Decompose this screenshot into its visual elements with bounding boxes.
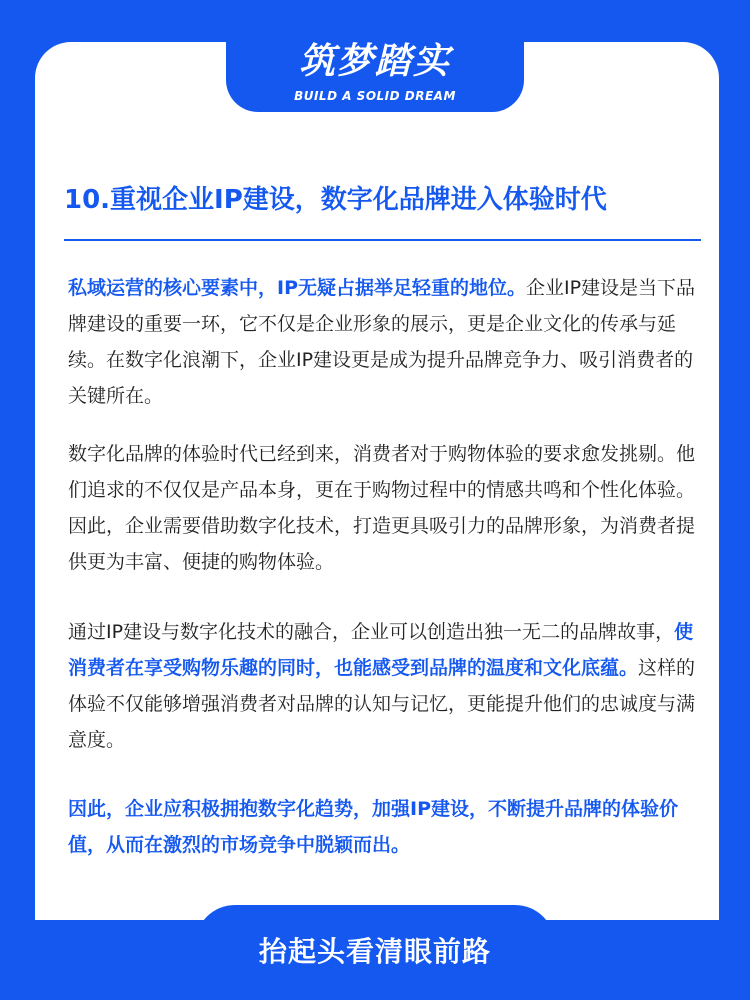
paragraph-1-text: 企业IP建设是当下品牌建设的重要一环，它不仅是企业形象的展示，更是企业文化的传承与延续。在数字化浪潮下，企业IP建设更是成为提升品牌竞争力、吸引消费者的关键所在。 (68, 277, 696, 407)
paragraph-3 (68, 614, 698, 758)
paragraph-3-text-a: 通过IP建设与数字化技术的融合，企业可以创造出独一无二的品牌故事， (68, 621, 675, 643)
footer-slogan: 抬起头看清眼前路 (258, 935, 491, 968)
paragraph-1-highlight: 私域运营的核心要素中，IP无疑占据举足轻重的地位。 (68, 277, 526, 299)
brand-title: 筑梦踏实 (298, 41, 451, 82)
paragraph-3-highlight: 使消费者在享受购物乐趣的同时，也能感受到品牌的温度和文化底蕴。 (68, 621, 694, 679)
paragraph-4 (68, 791, 698, 863)
paragraph-4-highlight: 因此，企业应积极拥抱数字化趋势，加强IP建设，不断提升品牌的体验价值，从而在激烈的市场竞争中脱颖而出。 (68, 798, 678, 856)
paragraph-1 (68, 270, 698, 414)
paragraph-3-text-b: 这样的体验不仅能够增强消费者对品牌的认知与记忆，更能提升他们的忠诚度与满意度。 (68, 657, 696, 751)
paragraph-2 (68, 436, 698, 580)
brand-subtitle: BUILD A SOLID DREAM (294, 89, 456, 103)
paragraph-2-text: 数字化品牌的体验时代已经到来，消费者对于购物体验的要求愈发挑剔。他们追求的不仅仅是产品本身，更在于购物过程中的情感共鸣和个性化体验。因此，企业需要借助数字化技术，打造更具吸引力的品牌形象，为消费者提供更为丰富、便捷的购物体验。 (68, 443, 696, 573)
title-divider (64, 239, 701, 241)
section-title: 10.重视企业IP建设，数字化品牌进入体验时代 (64, 185, 607, 215)
